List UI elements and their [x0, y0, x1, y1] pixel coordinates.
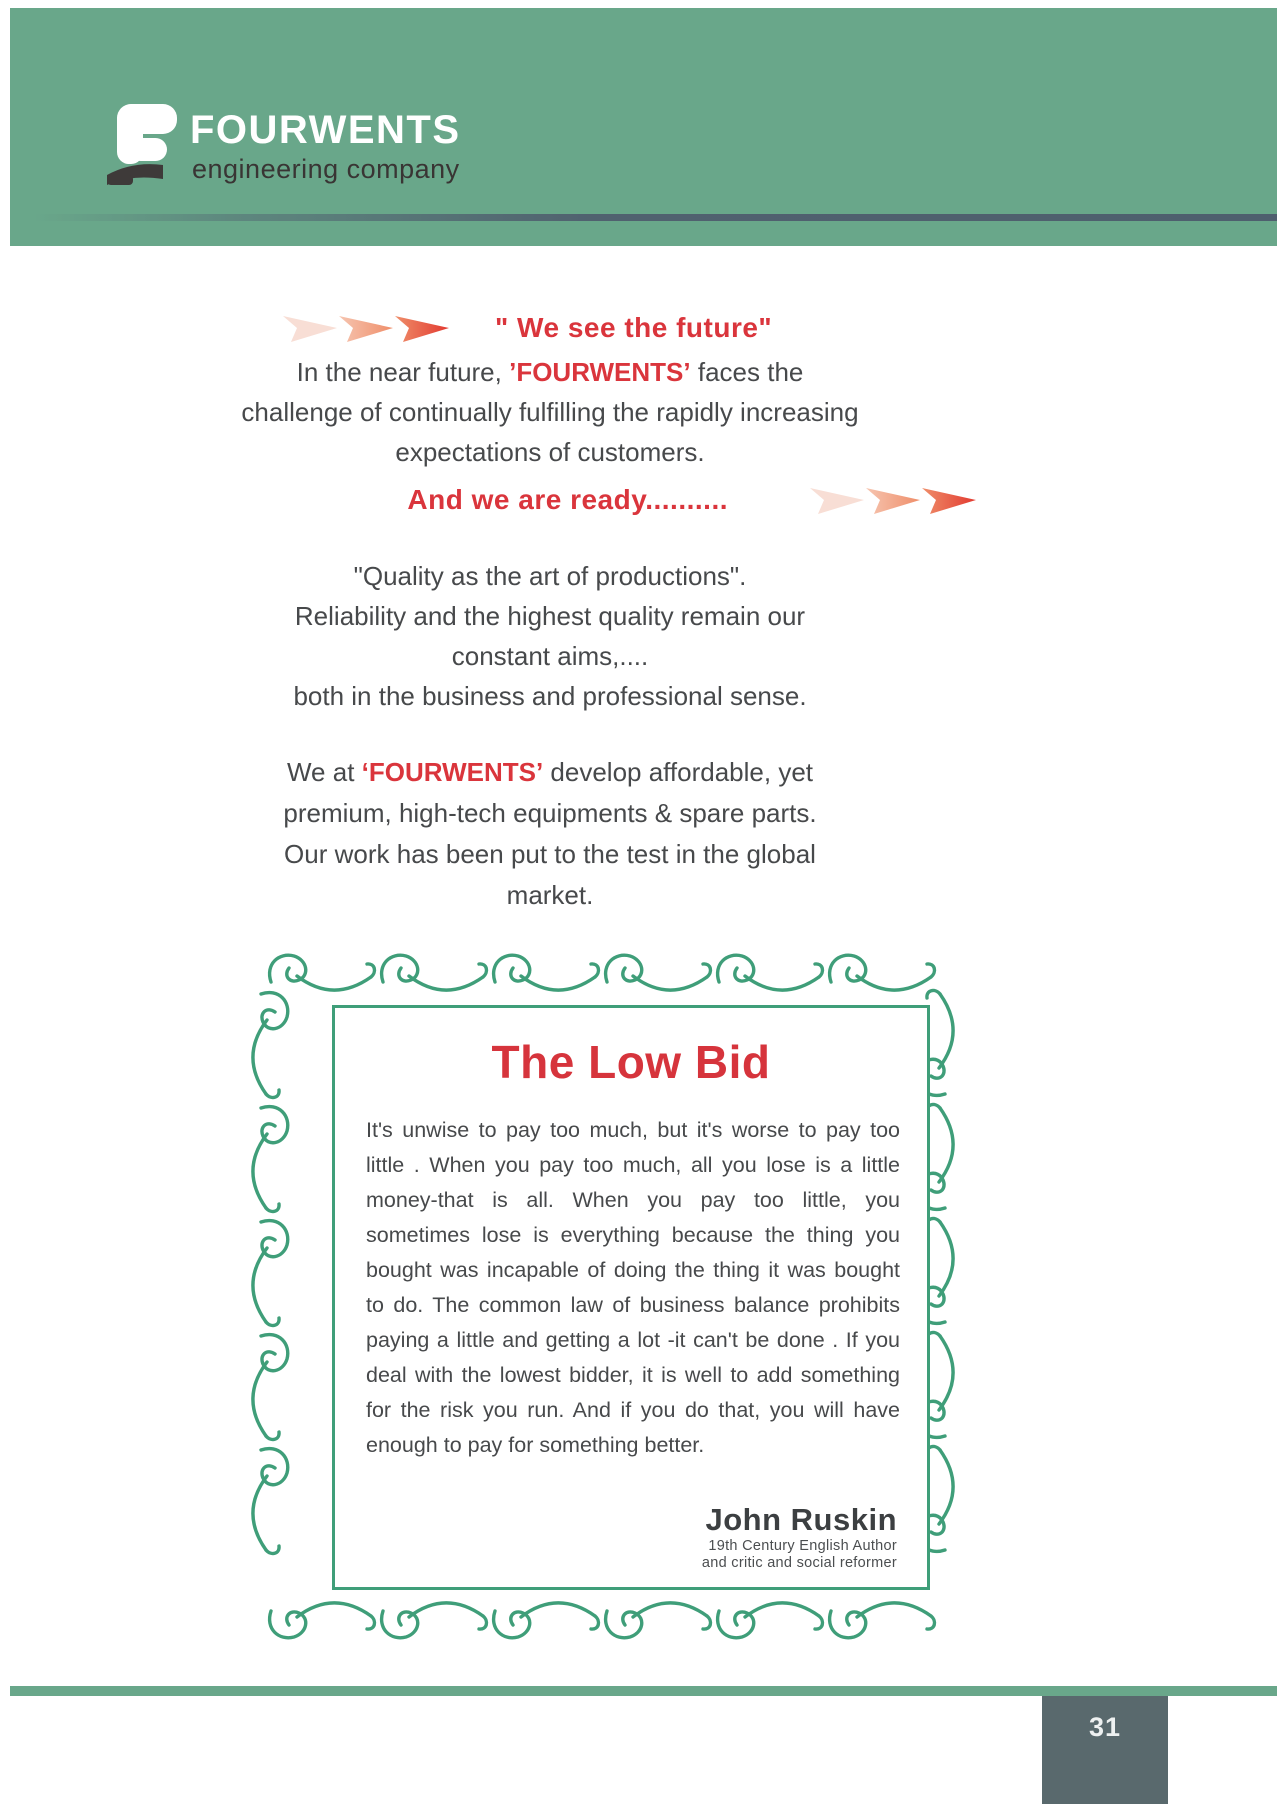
- develop-brand-highlight: ‘FOURWENTS’: [361, 757, 544, 787]
- develop-line-1-pre: We at: [286, 757, 362, 787]
- quote-attribution: [702, 1502, 897, 1572]
- quote-body: It's unwise to pay too much, but it's worse to pay too little . When you pay too much, all you lose is a little money-that is all. When you pay too little, you sometimes lose is everything because the thing you bought was incapable of doing the thing it was bought to do. The common law of business balance prohibits paying a little and getting a lot -it can't be done . If you deal with the lowest bidder, it is well to add something for the risk you run. And if you do that, you will have enough to pay for something better.: [366, 1118, 900, 1457]
- quality-line-3: constant aims,....: [451, 641, 649, 671]
- ready-text: And we are ready..........: [407, 484, 728, 515]
- quality-line-2: Reliability and the highest quality remain our: [294, 601, 806, 631]
- intro-brand-highlight: ’FOURWENTS’: [509, 357, 691, 387]
- header-divider-line: [34, 214, 1277, 221]
- quality-line-4: both in the business and professional sense.: [293, 681, 807, 711]
- quality-paragraph: [240, 556, 860, 716]
- intro-line-1: [240, 352, 860, 392]
- page-number: 31: [1088, 1712, 1122, 1742]
- quote-title: The Low Bid: [491, 1036, 771, 1088]
- header-band: [10, 8, 1277, 246]
- quote-frame: [247, 938, 959, 1655]
- page-number-box: [1042, 1696, 1168, 1804]
- develop-paragraph: [240, 752, 860, 916]
- fourwents-logo-icon: [105, 104, 179, 190]
- forward-arrows-icon: [810, 481, 978, 519]
- develop-line-4: market.: [506, 880, 594, 910]
- intro-title: " We see the future": [495, 312, 773, 343]
- author-subtitle-1: 19th Century English Author: [708, 1538, 897, 1554]
- intro-line-1-post: faces the: [690, 357, 804, 387]
- quality-line-1: "Quality as the art of productions".: [353, 561, 747, 591]
- footer-bar: [10, 1686, 1277, 1696]
- intro-line-1-pre: In the near future,: [296, 357, 510, 387]
- develop-line-1: [240, 752, 860, 793]
- forward-arrows-icon: [283, 309, 451, 347]
- quote-box: [332, 1005, 930, 1590]
- brand-name: FOURWENTS: [190, 108, 461, 152]
- intro-line-2: challenge of continually fulfilling the rapidly increasing: [241, 397, 859, 427]
- ready-row: [240, 478, 980, 522]
- author-name: John Ruskin: [705, 1502, 897, 1537]
- brand-tagline: engineering company: [192, 154, 460, 184]
- author-subtitle-2: and critic and social reformer: [701, 1555, 897, 1571]
- intro-paragraph: [240, 352, 860, 472]
- intro-line-3: expectations of customers.: [395, 437, 705, 467]
- develop-line-1-post: develop affordable, yet: [543, 757, 814, 787]
- develop-line-3: Our work has been put to the test in the global: [284, 839, 816, 869]
- intro-title-row: [283, 306, 772, 350]
- develop-line-2: premium, high-tech equipments & spare parts.: [283, 798, 817, 828]
